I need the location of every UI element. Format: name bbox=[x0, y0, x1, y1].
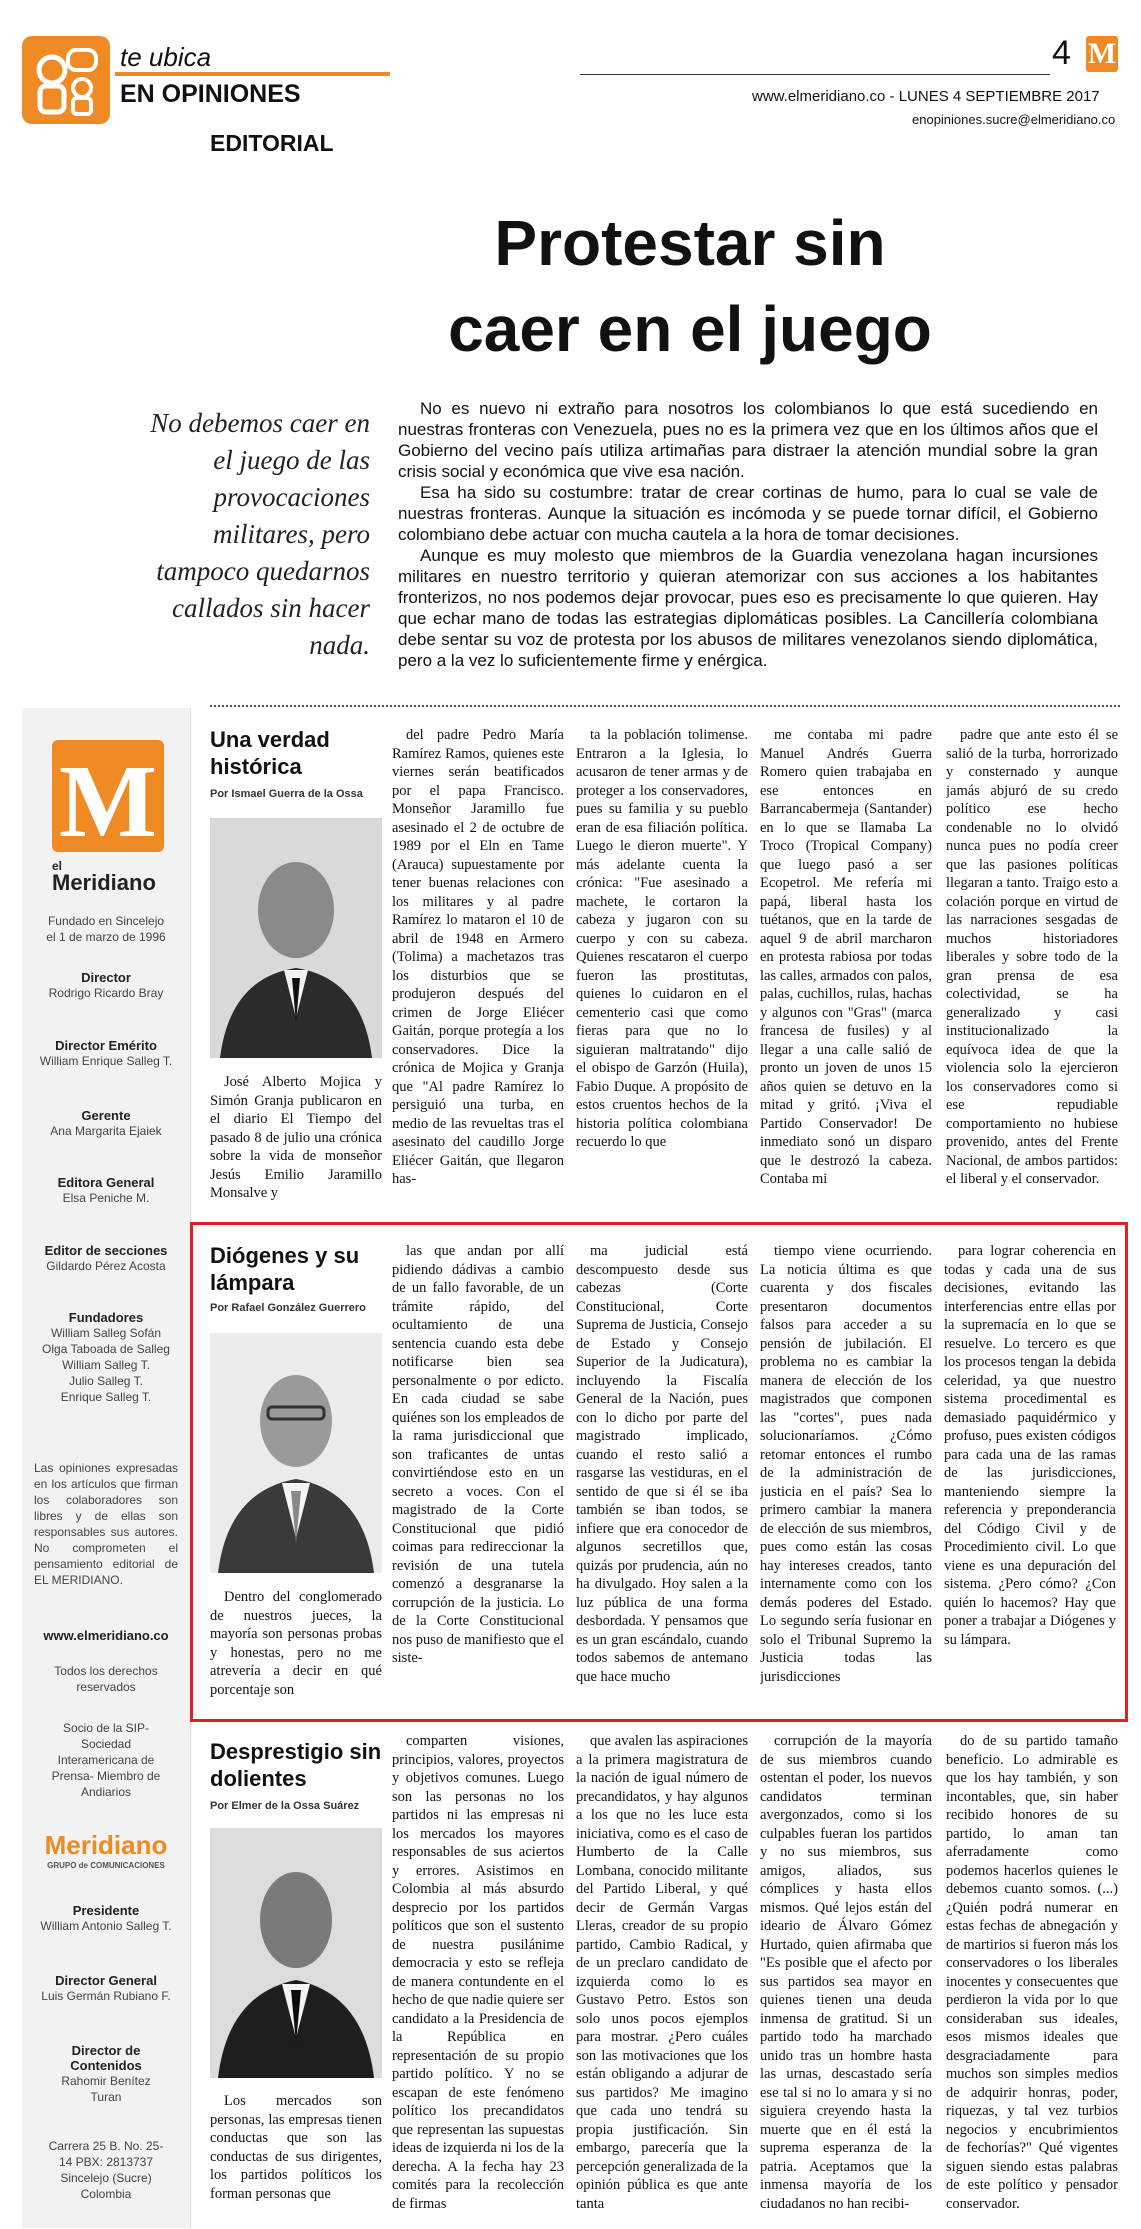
staff-name: Elsa Peniche M. bbox=[62, 1191, 150, 1205]
article-column bbox=[576, 1732, 748, 2227]
article-column bbox=[946, 1732, 1118, 2227]
column-text: ta la población tolimense. Entraron a la Iglesia, lo acusaron de tener armas y de proteger a los conservadores, pues su familia y su pueblo eran de esa filiación política. Luego le dieron muerte". Y más adelante cuenta la crónica: "Fue asesinado a machete, le cortaron la cabeza y jugaron con su cuerpo y con su cabeza. Quienes rescataron el cuerpo fueron las prostitutas, quienes lo cuidaron en el cementerio casi que como fieras para que no lo siguieran maltratando" dijo el obispo de Garzón (Huila), Fabio Duque. A propósito de estos cruentos hechos de la historia política colombiana recuerdo lo que bbox=[576, 727, 748, 1150]
portrait-icon bbox=[210, 1828, 382, 2078]
article-column bbox=[210, 1073, 382, 1218]
staff-role: Gerente bbox=[81, 1108, 131, 1123]
staff-manager bbox=[22, 1108, 190, 1139]
column-text: tiempo viene ocurriendo. La noticia última es que cuarenta y dos fiscales presentaron documentos falsos para acceder a su pensión de jubilación. El problema no es cambiar la manera de elección de los magistrados que componen las "cortes", pues nada solucionaríamos. ¿Cómo retomar entonces el rumbo de la administración de justicia en el país? Sea lo primero cambiar la manera de elección de sus miembros, pues como están las cosas hay intereses creados, tanto internamente como con los demás poderes del Estado. Lo segundo sería fusionar en solo el Tribunal Supremo la Justicia todas las jurisdicciones bbox=[760, 1243, 932, 1685]
article-column bbox=[760, 1732, 932, 2227]
column-text: corrupción de la mayoría de sus miembros cuando ostentan el poder, los nuevos candidatos terminan avergonzados, como si los culpables fueran los partidos y no sus miembros, sus amigos, aliados, sus cómplices y hasta ellos mismos. Qué lejos están del ideario de Álvaro Gómez Hurtado, quien afirmaba que "Es posible que el afecto por sus partidos sea mayor en quienes tienen una deuda inmensa de gratitud. Si un partido todo ha marchado unido tras un hombre hasta las urnas, descastado sería ese tal si no lo amara y si no siguiera creyendo hasta la muerte que en él está la suprema esperanza de la patria. Aceptamos que la inmensa mayoría de los ciudadanos no han recibi- bbox=[760, 1733, 932, 2212]
founder-name: William Salleg T. bbox=[62, 1358, 150, 1372]
article-column bbox=[210, 2092, 382, 2227]
column-text: do de su partido tamaño beneficio. Lo admirable es que los hay también, y son incontables, que, sin haber recibido honores de su partido, lo aman tan aferradamente como podemos hacerlos quienes le debemos cuanto somos. (...) ¿Quién podrá numerar en estas fechas de abnegación y de martirios si fueron más los conservadores o los liberales inocentes y consecuentes que perdieron la vida por lo que consideraban sus ideales, esos mismos ideales que desgraciadamente para muchos son simples medios de adquirir honras, poder, riquezas, y tal vez turbios negocios y encubrimientos de fechorías?" Qué vigentes siguen siendo estas palabras de este político y pensador conservador. bbox=[946, 1733, 1118, 2212]
staff-name: Luis Germán Rubiano F. bbox=[41, 1989, 171, 2003]
staff-name: Rahomir Benítez Turan bbox=[61, 2074, 151, 2104]
article-column bbox=[210, 1588, 382, 1712]
staff-role: Director bbox=[81, 970, 131, 985]
staff-role: Editora General bbox=[57, 1175, 155, 1190]
column-text: comparten visiones, principios, valores, proyectos y objetivos comunes. Luego son las personas no los partidos ni las empresas ni los mercados los mayores responsables de sus aciertos y errores. Asistimos en Colombia al más absurdo desprecio por los partidos políticos que son el sustento de nuestra pusilánime democracia y esto se refleja de manera contundente en el hecho de que nadie quiere ser candidato a la Presidencia de la República en representación de su propio partido político. Y no se escapan de este fenómeno político los precandidatos que representan las supuestas ideas de izquierda ni los de la derecha. A la fecha hay 23 comités para la recolección de firmas bbox=[392, 1733, 564, 2212]
group-president bbox=[22, 1903, 190, 1934]
column-text: me contaba mi padre Manuel Andrés Guerra Romero quien trabajaba en ese entonces en Barrancabermeja (Santander) en lo que se llamaba La Troco (Tropical Company) que luego pasó a ser Ecopetrol. Me refería mi papá, liberal hasta los tuétanos, que en la tarde de aquel 9 de abril marcharon en protesta rabiosa por todas las calles, armados con palos, palas, cuchillos, rulas, hachas y algunos con "Gras" (marca francesa de fusiles) y al llegar a una calle salió de pronto un joven de unos 15 años quien se detuvo en la mitad y gritó. ¡Viva el Partido Conservador! De inmediato sonó un disparo que le destrozó la cabeza. Contaba mi bbox=[760, 727, 932, 1187]
section-name: EN OPINIONES bbox=[120, 80, 301, 108]
article-byline: Por Rafael González Guerrero bbox=[210, 1302, 366, 1314]
editorial-paragraph: No es nuevo ni extraño para nosotros los colombianos lo que está sucediendo en nuestras fronteras con Venezuela, pues no es la primera vez que en los últimos años que el Gobierno del vecino país utiliza artimañas para distraer la atención mundial sobre la gran crisis social y económica que vive esa nación. bbox=[398, 399, 1098, 481]
article-column bbox=[392, 1732, 564, 2227]
staff-role: Director General bbox=[55, 1973, 157, 1988]
headline-line-1: Protestar sin bbox=[494, 207, 886, 279]
article-byline: Por Elmer de la Ossa Suárez bbox=[210, 1800, 360, 1812]
founder-name: William Salleg Sofán bbox=[50, 1326, 162, 1340]
article-column bbox=[576, 1242, 748, 1712]
svg-text:M: M bbox=[58, 744, 158, 852]
staff-name: William Antonio Salleg T. bbox=[40, 1919, 172, 1933]
address-text: Carrera 25 B. No. 25-14 PBX: 2813737 Sincelejo (Sucre) Colombia bbox=[48, 2139, 164, 2201]
editorial-label: EDITORIAL bbox=[210, 130, 334, 156]
headline-line-2: caer en el juego bbox=[448, 293, 932, 365]
staff-role: Director Emérito bbox=[55, 1038, 157, 1053]
disclaimer-text: Las opiniones expresadas en los artículos que firman los colaboradores son libres y de ellas son responsables sus autores. No comprometen el pensamiento editorial de EL MERIDIANO. bbox=[34, 1461, 178, 1587]
author-photo bbox=[210, 818, 382, 1058]
column-text: Dentro del conglomerado de nuestros jueces, la mayoría son personas probas y honestas, pero no me atrevería a decir en qué porcentaje son bbox=[210, 1589, 382, 1698]
m-logo-icon bbox=[52, 740, 164, 852]
masthead-sidebar bbox=[22, 708, 191, 2228]
portrait-icon bbox=[210, 1333, 382, 1573]
staff-name: Ana Margarita Ejaiek bbox=[50, 1124, 162, 1138]
founders-list bbox=[22, 1310, 190, 1405]
founder-name: Olga Taboada de Salleg bbox=[42, 1342, 170, 1356]
group-content-director bbox=[22, 2043, 190, 2105]
site-date-line[interactable]: www.elmeridiano.co - LUNES 4 SEPTIEMBRE 2017 bbox=[752, 88, 1100, 105]
sidebar-brand bbox=[22, 858, 190, 896]
article-column bbox=[576, 726, 748, 1218]
column-text: ma judicial está descompuesto desde sus cabezas (Corte Constitucional, Corte Suprema de Justicia, Consejo de Estado y Consejo Superior de la Judicatura), incluyendo la Fiscalía General de la Nación, pues con lo dicho por parte del magistrado implicado, cuando el resto salió a rasgarse las vestiduras, en el sentido de que si él se iba también se iban todos, se infiere que era conocedor de algunos secretillos que, quizás por prudencia, aún no ha divulgado. Hoy salen a la luz pública de una forma desbordada. Y pensamos que es un gran escándalo, cuando todos sabemos de antemano que hace mucho bbox=[576, 1243, 748, 1685]
section-kicker: te ubica bbox=[120, 42, 212, 72]
portrait-icon bbox=[210, 818, 382, 1058]
section-email[interactable]: enopiniones.sucre@elmeridiano.co bbox=[912, 112, 1116, 127]
staff-name: Rodrigo Ricardo Bray bbox=[48, 986, 164, 1000]
sidebar-website[interactable]: www.elmeridiano.co bbox=[43, 1628, 169, 1643]
article-title: Diógenes y su lámpara bbox=[210, 1243, 360, 1295]
author-photo bbox=[210, 1828, 382, 2078]
accent-rule bbox=[115, 72, 390, 76]
founder-name: Julio Salleg T. bbox=[69, 1374, 143, 1388]
editorial-paragraph: Esa ha sido su costumbre: tratar de crear cortinas de humo, para lo cual se vale de nuestras fronteras. Aunque la situación es incómoda y se puede tornar difícil, el Gobierno colombiano debe actuar con mucha cautela a la hora de tomar decisiones. bbox=[398, 483, 1098, 544]
article-column bbox=[392, 726, 564, 1218]
column-text: para lograr coherencia en todas y cada una de sus decisiones, evitando las interferencias entre ellas por la supremacía en lo que se resuelve. Lo tercero es que los procesos tengan la debida celeridad, ya que nuestro sistema procedimental es demasiado paquidérmico y profuso, pues existen códigos para cada una de las ramas de las jurisdicciones, manteniendo siempre la referencia y preponderancia del Código Civil y de Procedimiento civil. Lo que viene es una depuración del sistema. ¿Pero cómo? ¿Con quién lo hacemos? Hay que poner a trabajar a Diógenes y su lámpara. bbox=[944, 1243, 1116, 1648]
column-text: las que andan por allí pidiendo dádivas a cambio de un fallo favorable, de un trámite rápido, del ocultamiento de una sentencia cuando esta debe notificarse bien sea personalmente o por edicto. En cada ciudad se sabe quiénes son los empleados de la rama jurisdiccional que son traficantes de untas convirtiéndose esto en un secreto a voces. Con el magistrado de la Corte Constitucional que pidió coimas para redireccionar la revisión de una tutela comenzó a desgranarse la corrupción de la justicia. Lo de la Corte Constitucional nos puso de manifiesto que el siste- bbox=[392, 1243, 564, 1666]
column-text: padre que ante esto él se salió de la turba, horrorizado y consternado y aunque jamás abjuró de su credo político ese hecho condenable no lo olvidó nunca pues no podía creer que las pasiones políticas llegaran a tanto. Traigo esto a colación porque en virtud de las narraciones sesgadas de muchos historiadores liberales y sobre todo de la gran prensa de esa colectividad, se ha generalizado y casi institucionalizado la equívoca idea de que la violencia solo la ejercieron los conservadores como si ese repudiable comportamiento no hubiese provenido, antes del Frente Nacional, de ambos partidos: el liberal y el conservador. bbox=[946, 727, 1118, 1187]
brand-badge: M bbox=[1087, 37, 1117, 70]
staff-director-emeritus bbox=[22, 1038, 190, 1069]
article-byline: Por Ismael Guerra de la Ossa bbox=[210, 788, 363, 800]
staff-name: William Enrique Salleg T. bbox=[39, 1054, 173, 1068]
staff-name: Gildardo Pérez Acosta bbox=[46, 1259, 166, 1273]
brand-prefix: el bbox=[52, 859, 63, 873]
article-column bbox=[944, 1242, 1116, 1712]
editorial-body bbox=[398, 398, 1098, 671]
newspaper-logo bbox=[52, 740, 164, 852]
group-brand: Meridiano bbox=[44, 1830, 168, 1860]
article-column bbox=[760, 726, 932, 1218]
article-title: Desprestigio sin dolientes bbox=[210, 1739, 382, 1791]
staff-general-editor bbox=[22, 1175, 190, 1206]
brand-name: Meridiano bbox=[52, 870, 156, 895]
column-text: Los mercados son personas, las empresas tienen conductas que son las conductas de sus dirigentes, los partidos políticos los forman personas que bbox=[210, 2093, 382, 2202]
article-column bbox=[760, 1242, 932, 1712]
group-director bbox=[22, 1973, 190, 2004]
staff-section-editor bbox=[22, 1243, 190, 1274]
staff-role: Presidente bbox=[72, 1903, 140, 1918]
people-chat-icon bbox=[22, 36, 110, 124]
staff-role: Editor de secciones bbox=[44, 1243, 168, 1258]
section-divider bbox=[210, 705, 1120, 707]
header-rule bbox=[580, 74, 1050, 75]
group-logo bbox=[22, 1830, 190, 1870]
founded-text: Fundado en Sincelejo el 1 de marzo de 1996 bbox=[46, 914, 166, 944]
founder-name: Enrique Salleg T. bbox=[60, 1390, 152, 1404]
group-subtitle: GRUPO de COMUNICACIONES bbox=[47, 1861, 165, 1870]
founders-title: Fundadores bbox=[68, 1310, 144, 1325]
article-column bbox=[392, 1242, 564, 1712]
article-column bbox=[946, 726, 1118, 1218]
column-text: José Alberto Mojica y Simón Granja publicaron en el diario El Tiempo del pasado 8 de julio una crónica sobre la vida de monseñor Jesús Emilio Jaramillo Monsalve y bbox=[210, 1074, 382, 1201]
column-text: del padre Pedro María Ramírez Ramos, quienes este viernes serán beatificados por el papa Francisco. Monseñor Jaramillo fue asesinado el 2 de octubre de 1989 por el Eln en Tame (Arauca) supuestamente por tener buenas relaciones con los militares y al padre Ramírez lo mataron el 10 de abril de 1948 en Armero (Tolima) a machetazos tras los disturbios que se produjeron después del crimen de Jorge Eliécer Gaitán, porque protegía a los conservadores. Dice la crónica de Mojica y Granja que "Al padre Ramírez lo persiguió una turba, en medio de las revueltas tras el asesinato del caudillo Jorge Eliécer Gaitán, que llegaron has- bbox=[392, 727, 564, 1187]
column-text: que avalen las aspiraciones a la primera magistratura de la nación de igual número de precandidatos, y hay algunos a los que no les luce esta iniciativa, como es el caso de Humberto de la Calle Lombana, conocido militante del Partido Liberal, y qué decir de Germán Vargas Lleras, creador de su propio partido, Cambio Radical, y de un preclaro candidato de izquierda como lo es Gustavo Petro. Estos son solo unos pocos ejemplos para mostrar. ¿Pero cuáles son las motivaciones que los están obligando a adjurar de sus partidos? Me imagino que cada uno tendrá su propia justificación. Sin embargo, parecería que la percepción generalizada de la opinión pública es que ante tanta bbox=[576, 1733, 748, 2212]
editorial-paragraph: Aunque es muy molesto que miembros de la Guardia venezolana hagan incursiones militares en nuestro territorio y quieran atemorizar con sus acciones a los habitantes fronterizos, no nos podemos dejar provocar, pues eso es precisamente lo que quieren. Hay que echar mano de todas las estrategias diplomáticas posibles. La Cancillería colombiana debe sentar su voz de protesta por los abusos de militares venezolanos siendo diplomática, pero a la vez lo suficientemente firme y enérgica. bbox=[398, 546, 1098, 670]
author-photo bbox=[210, 1333, 382, 1573]
membership-text: Socio de la SIP- Sociedad Interamericana de Prensa- Miembro de Andiarios bbox=[51, 1721, 161, 1799]
staff-role: Director de Contenidos bbox=[70, 2043, 142, 2073]
article-title: Una verdad histórica bbox=[210, 727, 330, 779]
staff-director bbox=[22, 970, 190, 1001]
section-logo bbox=[22, 36, 110, 124]
editorial-headline bbox=[330, 200, 1050, 372]
pull-quote: No debemos caer en el juego de las provocaciones militares, pero tampoco quedarnos callados sin hacer nada. bbox=[150, 408, 370, 660]
page-number: 4 bbox=[1052, 34, 1071, 72]
rights-text: Todos los derechos reservados bbox=[54, 1664, 158, 1694]
